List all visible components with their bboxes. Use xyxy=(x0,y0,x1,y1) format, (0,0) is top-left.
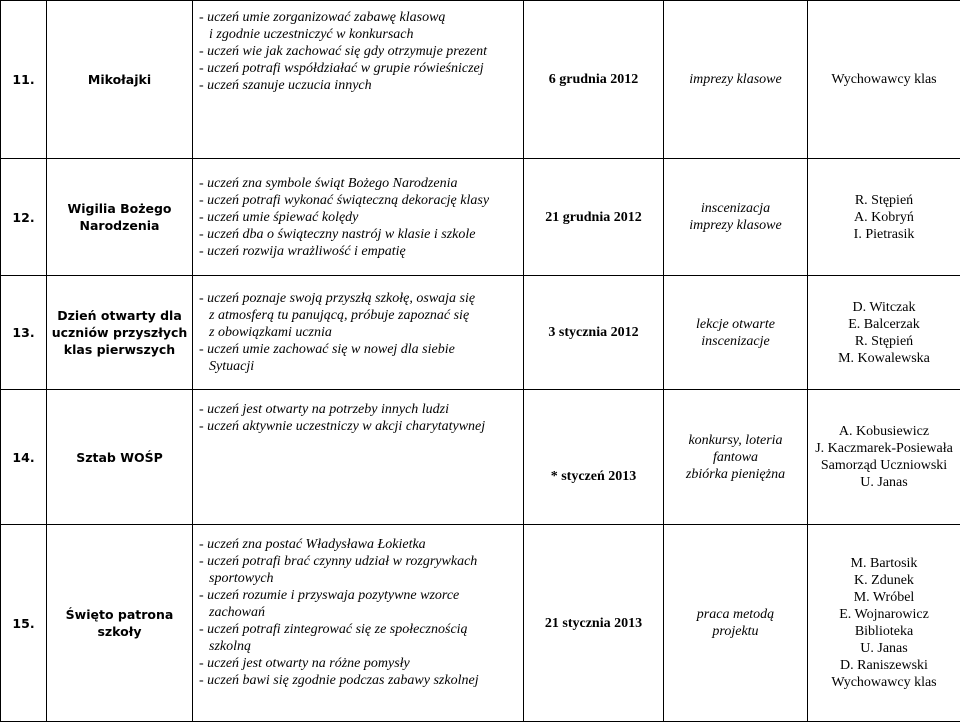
responsible-person: M. Wróbel xyxy=(808,589,960,606)
responsible-person: Wychowawcy klas xyxy=(808,71,960,88)
goal-line: - uczeń zna postać Władysława Łokietka xyxy=(199,536,523,553)
goal-line: - uczeń wie jak zachować się gdy otrzymuje prezent xyxy=(199,43,523,60)
row-number: 12. xyxy=(1,159,47,276)
responsible-person: E. Wojnarowicz xyxy=(808,606,960,623)
goal-line: - uczeń potrafi zintegrować się ze społecznością xyxy=(199,621,523,638)
goals-cell xyxy=(193,390,524,525)
responsible-person: J. Kaczmarek-Posiewała xyxy=(808,440,960,457)
event-form xyxy=(664,276,808,390)
goal-line: - uczeń jest otwarty na różne pomysły xyxy=(199,655,523,672)
responsible-persons xyxy=(808,390,960,525)
goal-line: z obowiązkami ucznia xyxy=(199,324,523,341)
event-name xyxy=(47,276,193,390)
goal-line: sportowych xyxy=(199,570,523,587)
responsible-person: E. Balcerzak xyxy=(808,316,960,333)
goal-line: zachowań xyxy=(199,604,523,621)
responsible-persons xyxy=(808,159,960,276)
event-name-line: Święto patrona xyxy=(51,606,188,623)
goal-line: Sytuacji xyxy=(199,358,523,375)
event-form-line: praca metodą xyxy=(664,606,807,623)
goal-line: - uczeń umie śpiewać kolędy xyxy=(199,209,523,226)
event-form-line: imprezy klasowe xyxy=(664,217,807,234)
event-name-line: Mikołajki xyxy=(51,71,188,88)
goal-line: - uczeń umie zachować się w nowej dla siebie xyxy=(199,341,523,358)
event-form-line: inscenizacje xyxy=(664,333,807,350)
event-form-line: imprezy klasowe xyxy=(664,71,807,88)
event-form xyxy=(664,525,808,722)
event-date: 21 grudnia 2012 xyxy=(524,159,664,276)
goal-line: i zgodnie uczestniczyć w konkursach xyxy=(199,26,523,43)
responsible-person: Wychowawcy klas xyxy=(808,674,960,691)
event-name-line: Wigilia Bożego xyxy=(51,200,188,217)
goals-cell xyxy=(193,1,524,159)
responsible-person: D. Raniszewski xyxy=(808,657,960,674)
event-date: 3 stycznia 2012 xyxy=(524,276,664,390)
goal-line: - uczeń rozwija wrażliwość i empatię xyxy=(199,243,523,260)
event-name-line: klas pierwszych xyxy=(51,341,188,358)
event-date: 6 grudnia 2012 xyxy=(524,1,664,159)
event-name-line: szkoły xyxy=(51,623,188,640)
event-date: 21 stycznia 2013 xyxy=(524,525,664,722)
goals-cell xyxy=(193,525,524,722)
responsible-person: U. Janas xyxy=(808,474,960,491)
goal-line: - uczeń potrafi wykonać świąteczną dekorację klasy xyxy=(199,192,523,209)
goal-line: szkolną xyxy=(199,638,523,655)
goal-line: - uczeń potrafi brać czynny udział w rozgrywkach xyxy=(199,553,523,570)
event-name xyxy=(47,1,193,159)
table-row xyxy=(1,159,960,276)
event-form xyxy=(664,390,808,525)
goal-line: - uczeń potrafi współdziałać w grupie rówieśniczej xyxy=(199,60,523,77)
goals-cell xyxy=(193,159,524,276)
table-row xyxy=(1,390,960,525)
event-name-line: Dzień otwarty dla xyxy=(51,307,188,324)
event-name-line: uczniów przyszłych xyxy=(51,324,188,341)
event-name xyxy=(47,390,193,525)
event-form-line: konkursy, loteria xyxy=(664,432,807,449)
goal-line: - uczeń dba o świąteczny nastrój w klasie i szkole xyxy=(199,226,523,243)
goal-line: - uczeń poznaje swoją przyszłą szkołę, oswaja się xyxy=(199,290,523,307)
goal-line: - uczeń zna symbole świąt Bożego Narodzenia xyxy=(199,175,523,192)
event-name xyxy=(47,525,193,722)
responsible-person: D. Witczak xyxy=(808,299,960,316)
responsible-persons xyxy=(808,1,960,159)
table-row xyxy=(1,1,960,159)
responsible-person: M. Bartosik xyxy=(808,555,960,572)
event-name xyxy=(47,159,193,276)
goal-line: - uczeń jest otwarty na potrzeby innych ludzi xyxy=(199,401,523,418)
table-row xyxy=(1,276,960,390)
goal-line: - uczeń aktywnie uczestniczy w akcji charytatywnej xyxy=(199,418,523,435)
event-form xyxy=(664,1,808,159)
row-number: 13. xyxy=(1,276,47,390)
responsible-persons xyxy=(808,276,960,390)
responsible-person: I. Pietrasik xyxy=(808,226,960,243)
responsible-person: Biblioteka xyxy=(808,623,960,640)
responsible-person: R. Stępień xyxy=(808,192,960,209)
responsible-persons xyxy=(808,525,960,722)
event-form-line: projektu xyxy=(664,623,807,640)
goal-line: - uczeń rozumie i przyswaja pozytywne wzorce xyxy=(199,587,523,604)
event-date: * styczeń 2013 xyxy=(524,390,664,525)
responsible-person: A. Kobusiewicz xyxy=(808,423,960,440)
responsible-person: A. Kobryń xyxy=(808,209,960,226)
table-row xyxy=(1,525,960,722)
goal-line: z atmosferą tu panującą, próbuje zapoznać się xyxy=(199,307,523,324)
event-name-line: Narodzenia xyxy=(51,217,188,234)
event-form-line: inscenizacja xyxy=(664,200,807,217)
event-name-line: Sztab WOŚP xyxy=(51,449,188,466)
responsible-person: M. Kowalewska xyxy=(808,350,960,367)
goal-line: - uczeń umie zorganizować zabawę klasową xyxy=(199,9,523,26)
responsible-person: U. Janas xyxy=(808,640,960,657)
responsible-person: Samorząd Uczniowski xyxy=(808,457,960,474)
row-number: 14. xyxy=(1,390,47,525)
goal-line: - uczeń bawi się zgodnie podczas zabawy szkolnej xyxy=(199,672,523,689)
event-form-line: fantowa xyxy=(664,449,807,466)
responsible-person: R. Stępień xyxy=(808,333,960,350)
event-form xyxy=(664,159,808,276)
event-form-line: lekcje otwarte xyxy=(664,316,807,333)
responsible-person: K. Zdunek xyxy=(808,572,960,589)
goals-cell xyxy=(193,276,524,390)
row-number: 15. xyxy=(1,525,47,722)
goal-line: - uczeń szanuje uczucia innych xyxy=(199,77,523,94)
row-number: 11. xyxy=(1,1,47,159)
event-form-line: zbiórka pieniężna xyxy=(664,466,807,483)
